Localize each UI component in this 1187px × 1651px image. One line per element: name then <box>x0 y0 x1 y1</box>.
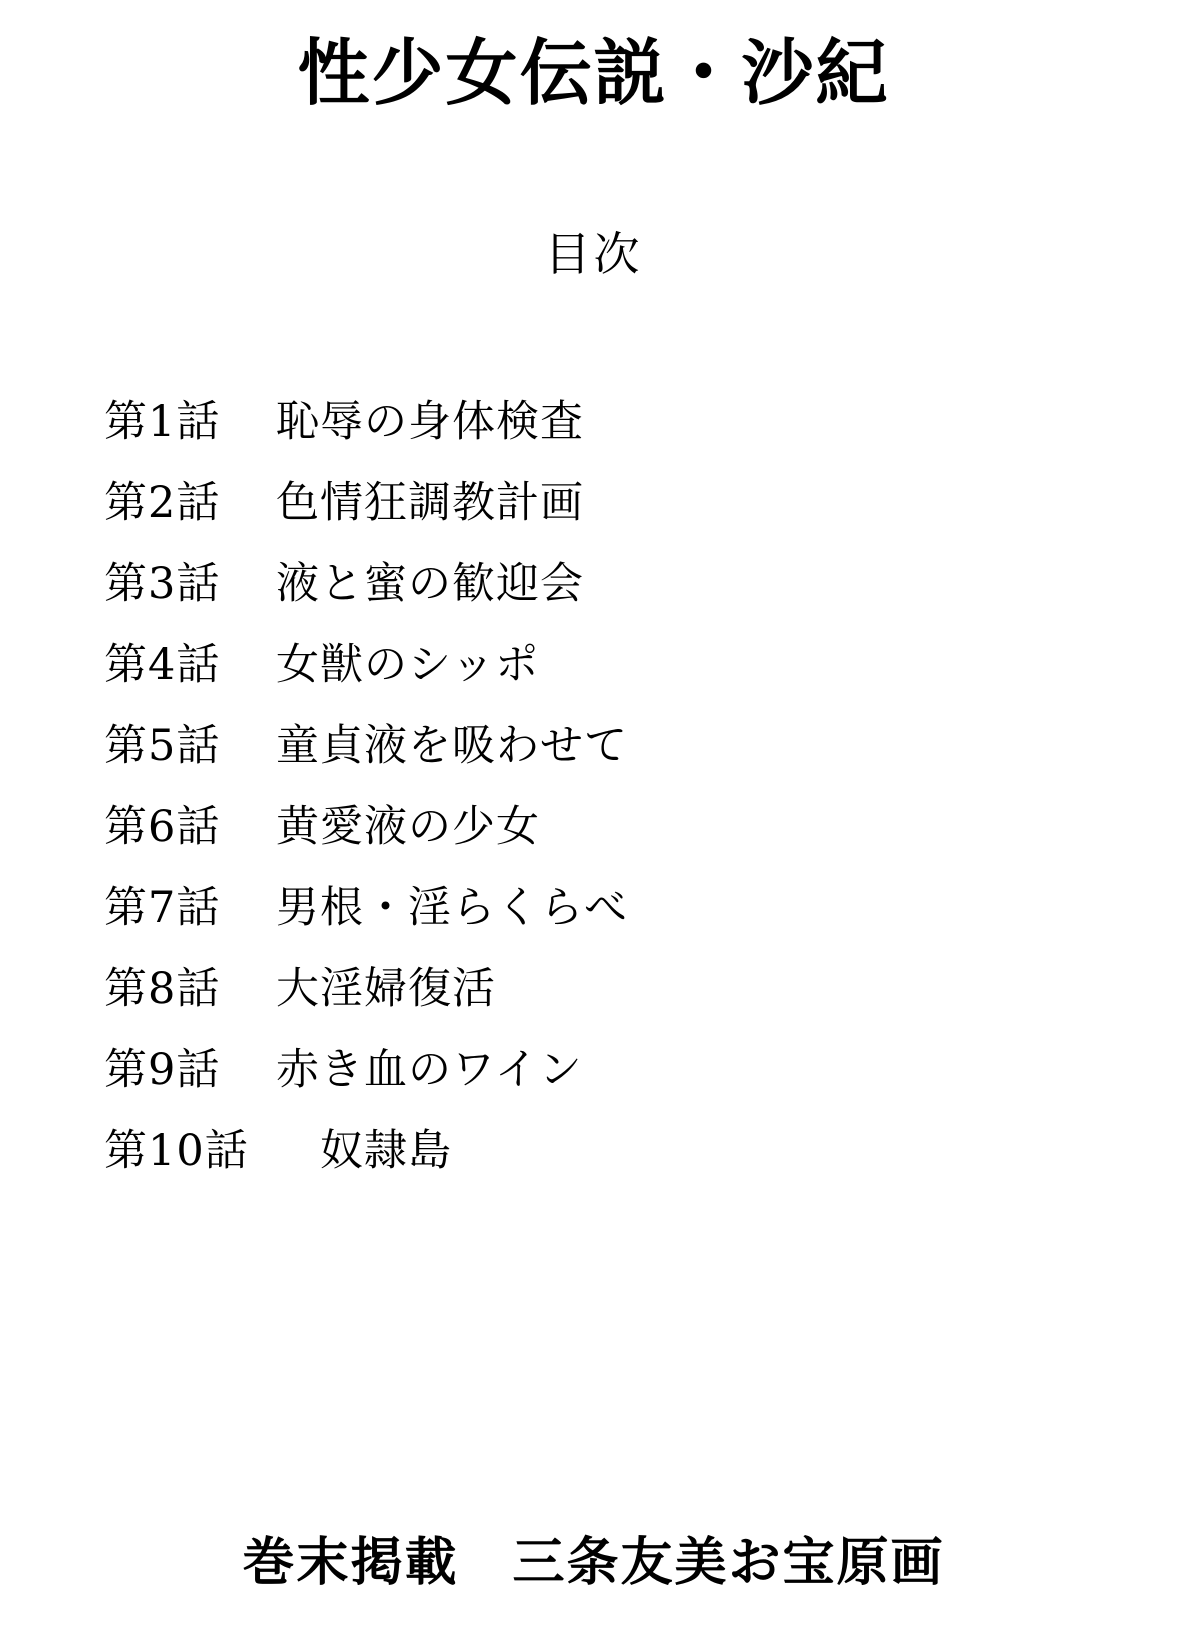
table-of-contents-list <box>104 382 1004 1192</box>
chapter-title: 赤き血のワイン <box>276 1045 583 1095</box>
list-item <box>104 1030 1004 1111</box>
chapter-number: 第10話 <box>104 1126 249 1176</box>
chapter-number: 第1話 <box>104 397 221 447</box>
list-item <box>104 463 1004 544</box>
list-item <box>104 382 1004 463</box>
list-item <box>104 544 1004 625</box>
list-item <box>104 868 1004 949</box>
list-item <box>104 787 1004 868</box>
chapter-number: 第4話 <box>104 640 221 690</box>
chapter-title: 大淫婦復活 <box>276 964 496 1014</box>
chapter-title: 奴隷島 <box>276 1126 452 1176</box>
chapter-title: 童貞液を吸わせて <box>276 721 628 771</box>
chapter-title: 女獣のシッポ <box>276 640 540 690</box>
chapter-number: 第5話 <box>104 721 221 771</box>
chapter-title: 液と蜜の歓迎会 <box>276 559 584 609</box>
chapter-number: 第2話 <box>104 478 221 528</box>
list-item <box>104 706 1004 787</box>
chapter-title: 恥辱の身体検査 <box>276 397 584 447</box>
chapter-title: 男根・淫らくらべ <box>276 883 628 933</box>
page-title: 性少女伝説・沙紀 <box>297 31 890 115</box>
chapter-number: 第6話 <box>104 802 221 852</box>
chapter-number: 第3話 <box>104 559 221 609</box>
list-item <box>104 1111 1004 1192</box>
table-of-contents-heading: 目次 <box>544 227 643 281</box>
chapter-number: 第8話 <box>104 964 221 1014</box>
footer-note: 巻末掲載 三条友美お宝原画 <box>242 1533 945 1593</box>
chapter-number: 第9話 <box>104 1045 221 1095</box>
list-item <box>104 949 1004 1030</box>
chapter-number: 第7話 <box>104 883 221 933</box>
chapter-title: 色情狂調教計画 <box>276 478 584 528</box>
list-item <box>104 625 1004 706</box>
chapter-title: 黄愛液の少女 <box>276 802 540 852</box>
